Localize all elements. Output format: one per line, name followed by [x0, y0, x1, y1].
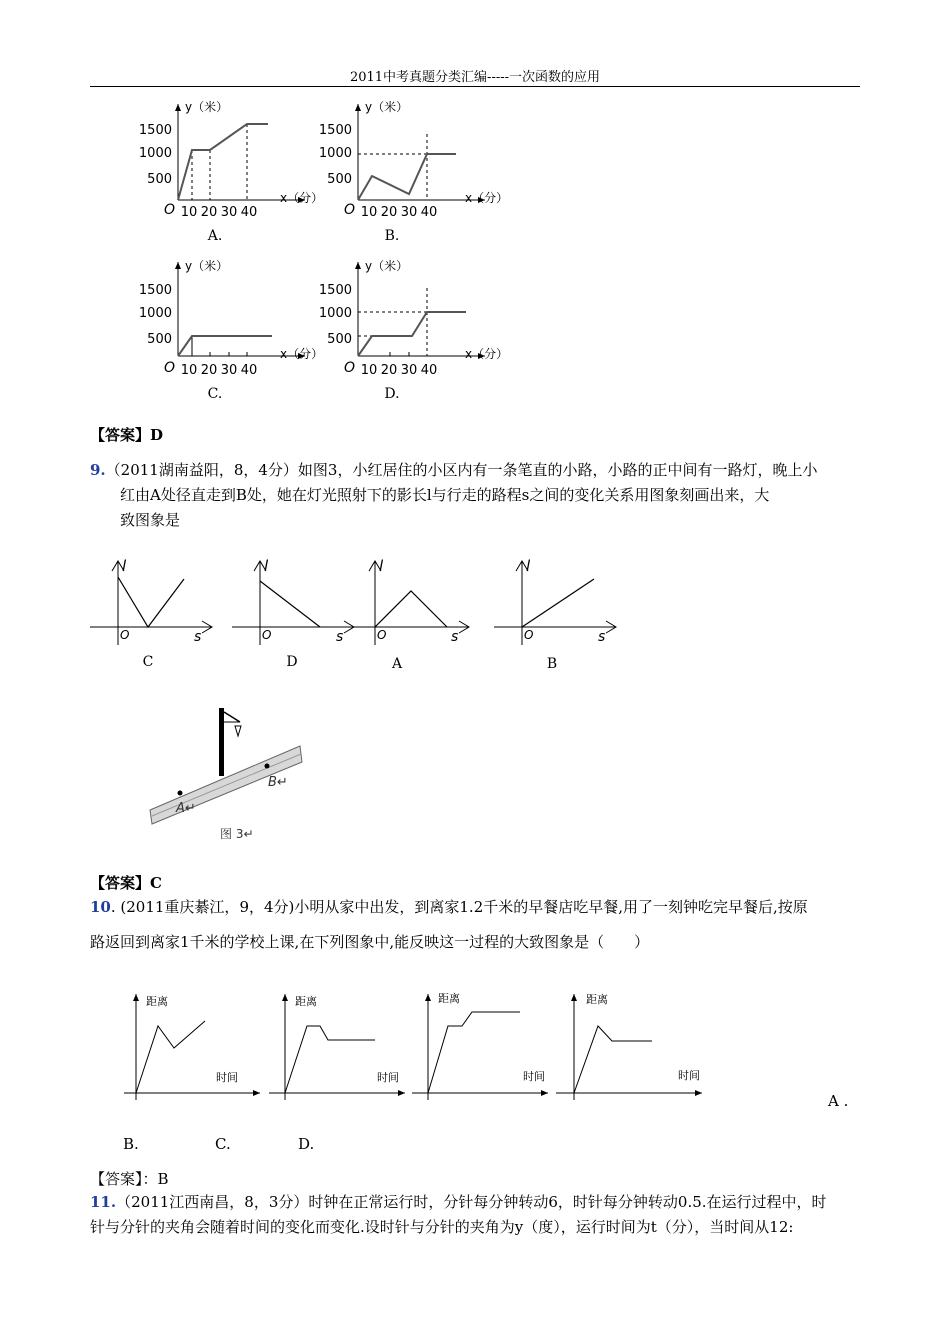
x-tick-40: 40	[240, 363, 258, 378]
q10-text	[90, 895, 865, 955]
origin-label: O	[120, 628, 130, 642]
lamp-arm	[224, 712, 240, 722]
q10-graph-3	[408, 988, 558, 1108]
y-tick-1000: 1000	[138, 306, 172, 321]
q8-caption-c: C.	[207, 386, 223, 402]
y-axis-arrow	[175, 104, 181, 111]
q9-graph-d	[230, 555, 360, 650]
answer-value: C	[150, 874, 162, 892]
x-axis-arrow	[253, 1090, 260, 1096]
y-axis-arrow	[355, 262, 361, 269]
graph-line	[118, 577, 184, 627]
q8-graph-c	[130, 256, 324, 406]
y-axis-label: y（米）	[365, 259, 409, 273]
y-tick-500: 500	[147, 332, 172, 347]
y-tick-1000: 1000	[138, 146, 172, 161]
y-axis-label: l	[264, 557, 269, 575]
q8-caption-d: D.	[384, 386, 400, 402]
origin-label: O	[164, 202, 176, 218]
q8-answer	[90, 424, 163, 445]
q10-option-d: D.	[298, 1135, 315, 1153]
graph-line	[358, 154, 456, 200]
y-tick-1500: 1500	[318, 123, 352, 138]
q10-graph-4	[552, 988, 712, 1108]
y-tick-1500: 1500	[138, 283, 172, 298]
answer-label: 【答案】	[90, 426, 151, 444]
y-axis-label: y（米）	[365, 100, 409, 114]
y-axis-arrow	[175, 262, 181, 269]
q9-caption-c: C	[142, 654, 154, 670]
q11-text	[90, 1190, 865, 1240]
x-tick-10: 10	[360, 205, 378, 220]
q8-graph-a	[130, 96, 324, 246]
x-axis-label: x（分）	[465, 191, 509, 205]
q9-graph-c	[88, 555, 218, 650]
q9-caption-d: D	[286, 654, 298, 670]
graph-line	[358, 312, 466, 356]
answer-label: 【答案】	[90, 1170, 143, 1188]
point-a	[178, 791, 183, 796]
figure-caption: 图 3↵	[220, 827, 254, 841]
answer-value: ：B	[142, 1170, 169, 1188]
x-axis-label: 时间	[377, 1071, 399, 1084]
y-axis-arrow	[355, 104, 361, 111]
x-axis-arrow	[695, 1090, 702, 1096]
origin-label: O	[524, 628, 534, 642]
y-axis-arrow	[282, 994, 288, 1001]
q11-number: 11.	[90, 1193, 117, 1211]
x-tick-40: 40	[420, 205, 438, 220]
x-axis-arrow	[398, 1090, 405, 1096]
x-tick-20: 20	[380, 205, 398, 220]
q9-text-line2: 红由A处径直走到B处，她在灯光照射下的影长l与行走的路程s之间的变化关系用图象刻画出来，大	[120, 486, 770, 504]
y-axis-label: y（米）	[185, 259, 229, 273]
header-rule	[90, 86, 860, 87]
q10-text-line1: . (2011重庆綦江，9，4分)小明从家中出发，到离家1.2千米的早餐店吃早餐,用了一刻钟吃完早餐后,按原	[110, 898, 808, 916]
lamp-icon	[235, 726, 241, 736]
origin-label: O	[377, 628, 387, 642]
x-axis-label: s	[336, 629, 344, 645]
x-tick-30: 30	[400, 205, 418, 220]
q9-caption-a: A	[391, 656, 403, 672]
y-axis-label: 距离	[146, 995, 168, 1008]
answer-value: D	[150, 426, 164, 444]
x-tick-10: 10	[180, 205, 198, 220]
page-header-title: 2011中考真题分类汇编-----一次函数的应用	[349, 70, 601, 85]
origin-label: O	[344, 202, 356, 218]
x-tick-20: 20	[200, 205, 218, 220]
y-tick-1500: 1500	[138, 123, 172, 138]
q8-caption-a: A.	[207, 228, 223, 244]
graph-line	[574, 1026, 652, 1093]
graph-line	[375, 591, 447, 627]
graph-line	[285, 1026, 375, 1093]
y-axis-label: 距离	[295, 995, 317, 1008]
y-tick-1000: 1000	[318, 306, 352, 321]
q9-graph-b	[492, 555, 622, 650]
q10-graph-2	[265, 988, 415, 1108]
x-axis-label: x（分）	[280, 347, 324, 361]
origin-label: O	[164, 360, 176, 376]
graph-line	[428, 1012, 520, 1093]
origin-label: O	[344, 360, 356, 376]
point-b	[265, 764, 270, 769]
x-axis-label: 时间	[216, 1071, 238, 1084]
q9-graph-a	[345, 555, 475, 650]
q8-graph-d	[310, 256, 520, 406]
label-b: B↵	[268, 775, 288, 790]
y-axis-label: y（米）	[185, 100, 229, 114]
q8-caption-b: B.	[384, 228, 400, 244]
graph-line	[522, 579, 594, 627]
x-tick-20: 20	[380, 363, 398, 378]
y-axis-label: l	[526, 557, 531, 575]
x-tick-30: 30	[220, 205, 238, 220]
x-axis-label: s	[451, 629, 459, 645]
origin-label: O	[262, 628, 272, 642]
y-axis-arrow	[425, 994, 431, 1001]
q10-number: 10	[90, 898, 111, 916]
q9-text-line3: 致图象是	[120, 511, 181, 529]
y-tick-500: 500	[327, 332, 352, 347]
y-axis-arrow	[571, 994, 577, 1001]
y-tick-1500: 1500	[318, 283, 352, 298]
q9-caption-b: B	[546, 656, 558, 672]
q9-text-line1: （2011湖南益阳，8，4分）如图3，小红居住的小区内有一条笔直的小路，小路的正中间有一路灯，晚上小	[105, 461, 818, 479]
graph-line	[136, 1021, 205, 1093]
q10-graph-1	[120, 988, 270, 1108]
q9-text	[90, 458, 865, 533]
y-axis-label: l	[122, 557, 127, 575]
q10-option-b: B.	[123, 1135, 139, 1153]
answer-label: 【答案】	[90, 874, 151, 892]
q10-text-line2: 路返回到离家1千米的学校上课,在下列图象中,能反映这一过程的大致图象是（ ）	[90, 933, 650, 951]
y-tick-1000: 1000	[318, 146, 352, 161]
y-axis-label: 距离	[586, 993, 608, 1006]
x-tick-40: 40	[420, 363, 438, 378]
x-axis-label: s	[194, 629, 202, 645]
q9-number: 9.	[90, 461, 106, 479]
y-tick-500: 500	[327, 172, 352, 187]
x-tick-10: 10	[180, 363, 198, 378]
x-axis-label: x（分）	[465, 347, 509, 361]
y-axis-label: 距离	[438, 992, 460, 1005]
q8-graph-b	[310, 96, 520, 246]
x-tick-40: 40	[240, 205, 258, 220]
y-axis-label: l	[379, 557, 384, 575]
q9-answer	[90, 872, 162, 893]
x-tick-10: 10	[360, 363, 378, 378]
x-tick-30: 30	[400, 363, 418, 378]
x-axis-arrow	[541, 1090, 548, 1096]
y-axis-arrow	[133, 994, 139, 1001]
x-axis-label: x（分）	[280, 191, 324, 205]
q11-text-line2: 针与分针的夹角会随着时间的变化而变化.设时针与分针的夹角为y（度），运行时间为t（分），当时间从12:	[90, 1218, 794, 1236]
x-tick-30: 30	[220, 363, 238, 378]
x-axis-label: 时间	[523, 1070, 545, 1083]
q10-answer	[90, 1168, 169, 1189]
q10-option-a: A .	[828, 1092, 849, 1110]
q10-option-c: C.	[215, 1135, 231, 1153]
graph-line	[260, 581, 320, 627]
y-tick-500: 500	[147, 172, 172, 187]
x-tick-20: 20	[200, 363, 218, 378]
x-axis-label: s	[598, 629, 606, 645]
label-a: A↵	[176, 801, 196, 816]
q11-text-line1: （2011江西南昌，8，3分）时钟在正常运行时，分针每分钟转动6，时针每分钟转动0.5.在运行过程中，时	[116, 1193, 827, 1211]
q9-figure-road-lamp	[140, 700, 320, 850]
x-axis-label: 时间	[678, 1069, 700, 1082]
lamp-post	[219, 708, 224, 776]
